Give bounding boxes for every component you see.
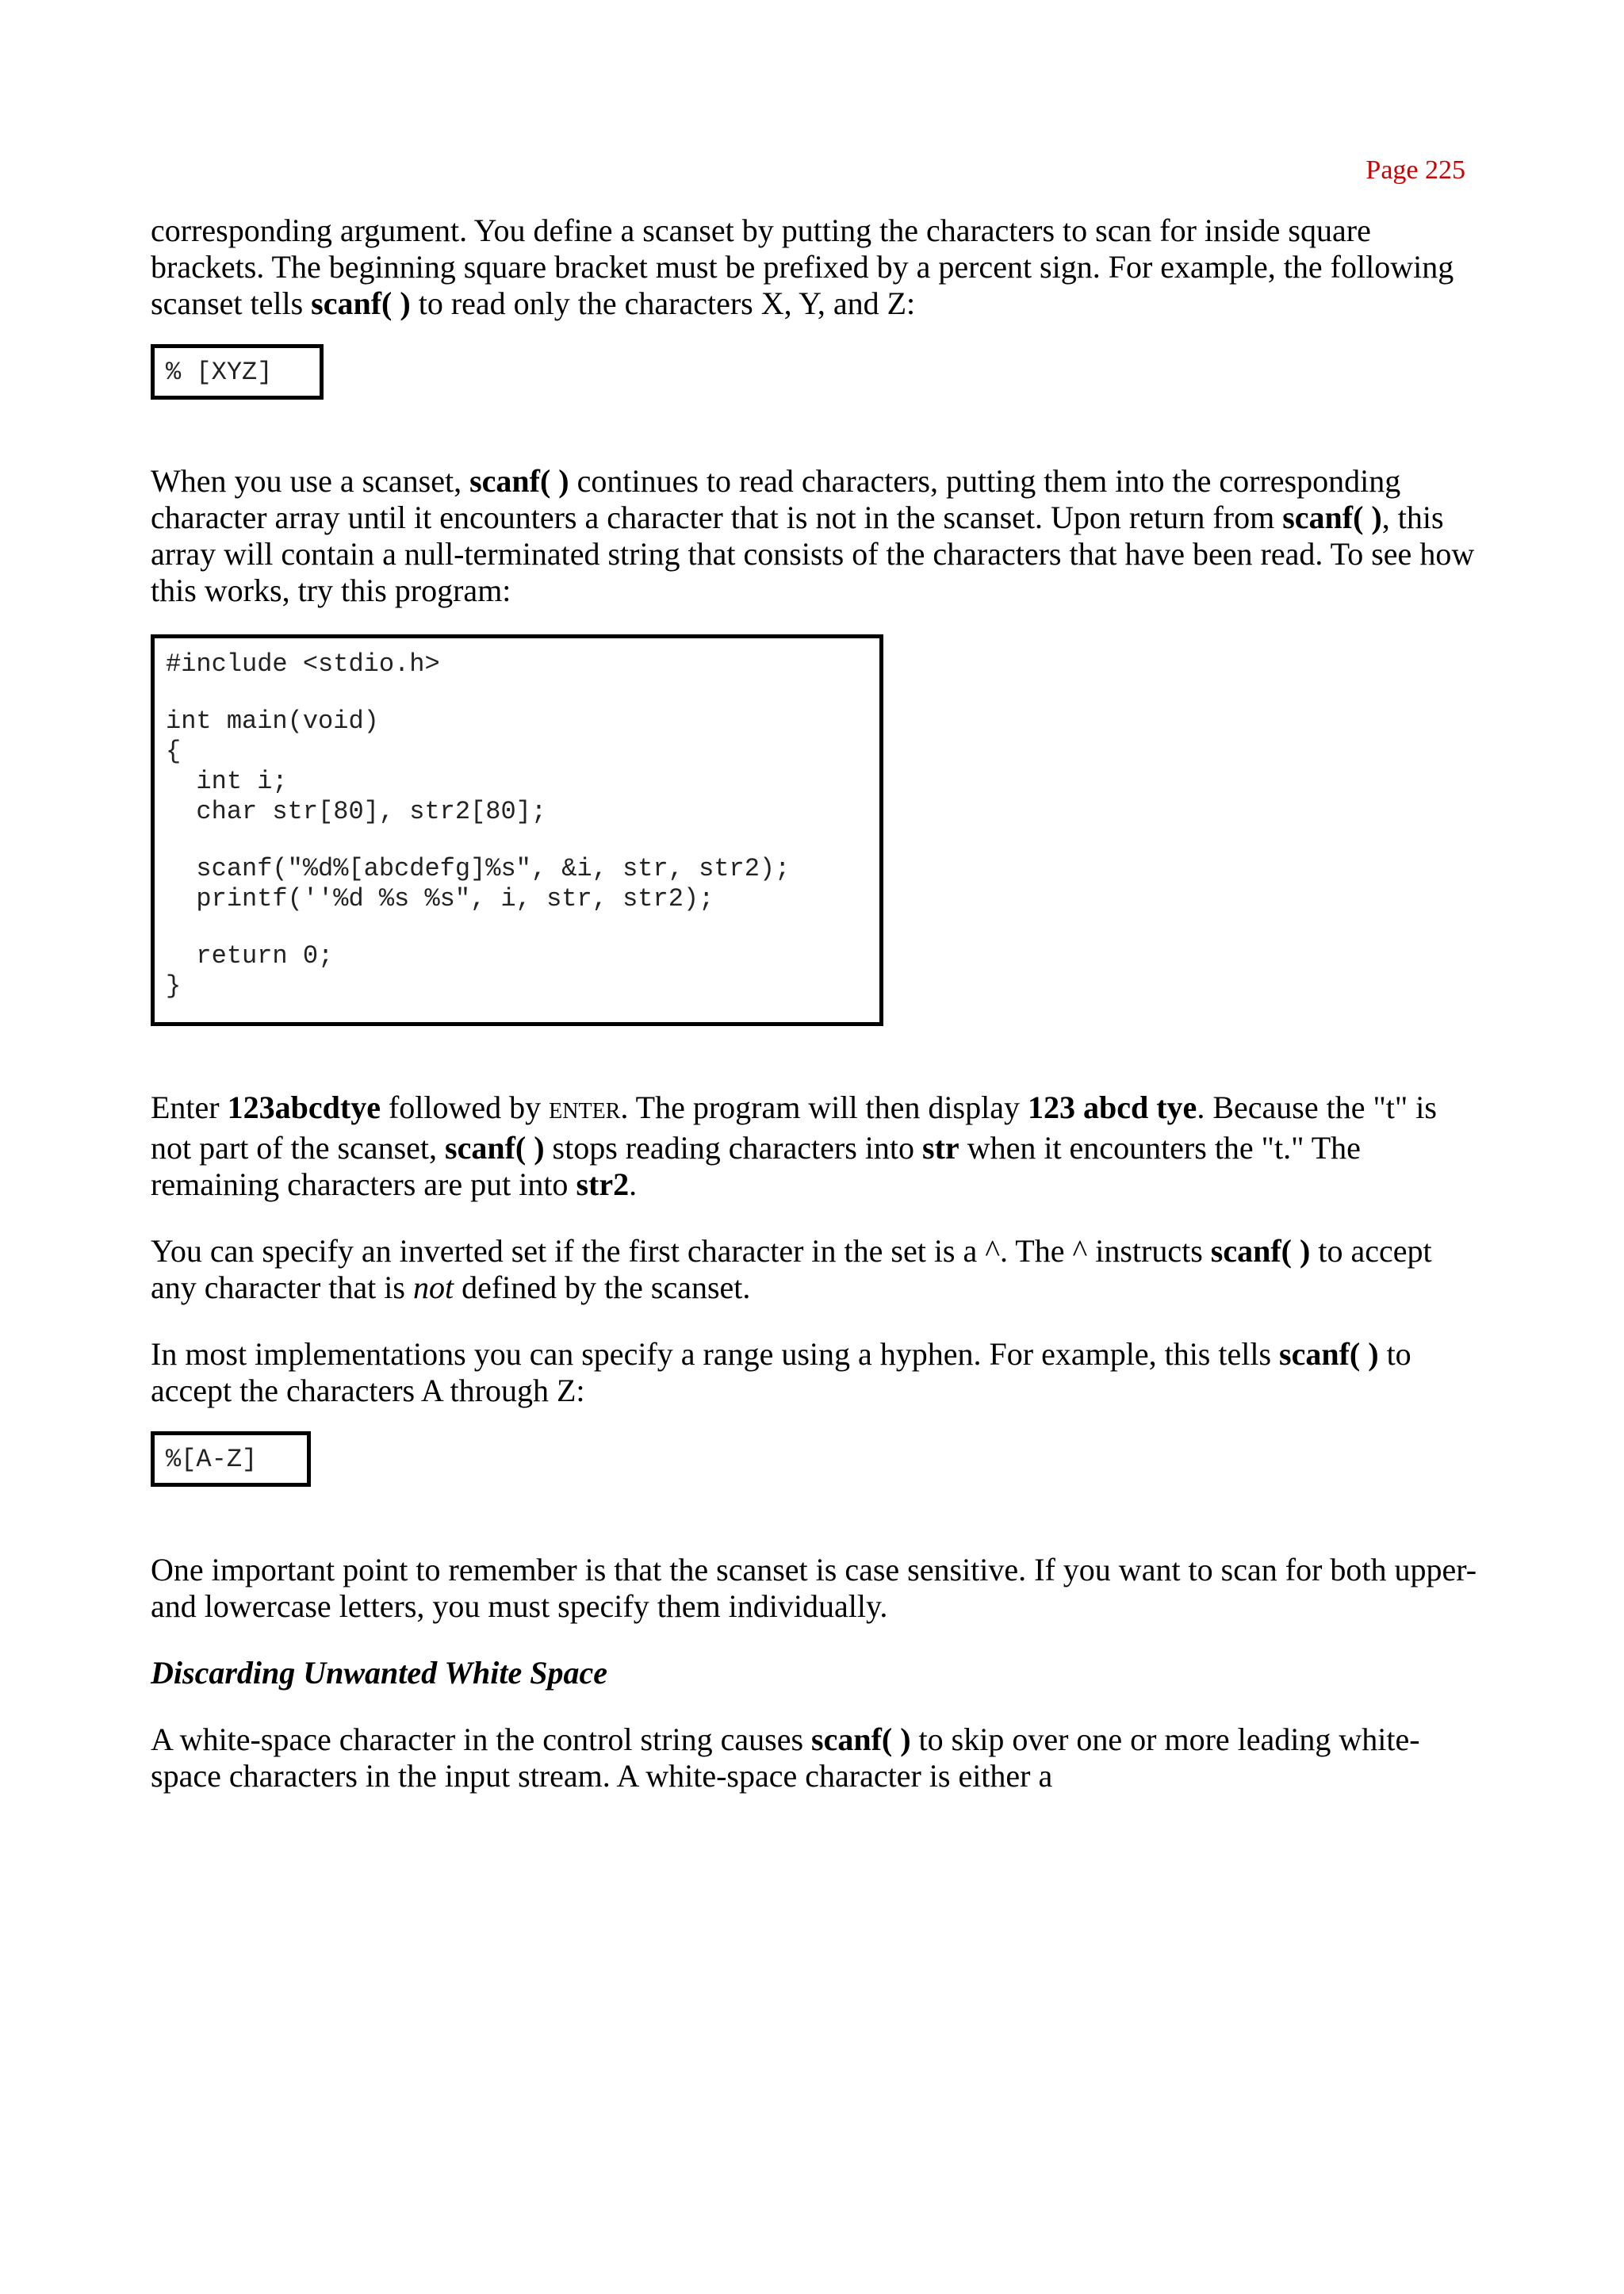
text: continues to read characters, putting them into the corresponding character array until it encounters a character that is not in the scanset. Upon return from xyxy=(151,463,1401,535)
text: . The program will then display xyxy=(620,1090,1028,1125)
code-line: } xyxy=(166,971,182,1001)
emphasis: not xyxy=(412,1270,454,1305)
text: . Because the "t" is not part of the scanset, xyxy=(151,1090,1437,1166)
text: A white-space character in the control string causes xyxy=(151,1721,812,1757)
output-example: 123 abcd tye xyxy=(1027,1090,1197,1125)
text: In most implementations you can specify a range using a hyphen. For example, this tells xyxy=(151,1336,1280,1372)
text: when it encounters the "t." The remaining characters are put into xyxy=(151,1130,1361,1202)
text: corresponding argument. You define a scanset by putting the characters to scan for inside square brackets. The beginning square bracket must be prefixed by a percent sign. For example, the following scanset tells xyxy=(151,213,1454,321)
code-blank-line xyxy=(166,914,879,941)
function-name: scanf( ) xyxy=(811,1721,911,1757)
function-name: scanf( ) xyxy=(445,1130,545,1166)
paragraph-white-space xyxy=(151,1721,1483,1794)
paragraph-case-sensitive: One important point to remember is that the scanset is case sensitive. If you want to scan for both upper- and lowercase letters, you must specify them individually. xyxy=(151,1552,1477,1624)
paragraph-scanset-intro xyxy=(151,213,1483,322)
function-name: scanf( ) xyxy=(311,285,411,321)
text: to accept any character that is xyxy=(151,1233,1432,1305)
text: defined by the scanset. xyxy=(454,1270,751,1305)
code-line: return 0; xyxy=(166,941,334,971)
function-name: scanf( ) xyxy=(469,463,569,499)
code-box-range xyxy=(151,1431,311,1487)
function-name: scanf( ) xyxy=(1282,500,1382,535)
code-line: #include <stdio.h> xyxy=(166,649,440,679)
text: , this array will contain a null-terminated string that consists of the characters that have been read. To see how this works, try this program: xyxy=(151,500,1475,608)
function-name: scanf( ) xyxy=(1279,1336,1379,1372)
paragraph-inverted-set xyxy=(151,1233,1483,1306)
code-blank-line xyxy=(166,680,879,707)
text: When you use a scanset, xyxy=(151,463,470,499)
code-line: char str[80], str2[80]; xyxy=(166,797,547,826)
code-box-program xyxy=(151,634,883,1026)
paragraph-example-output xyxy=(151,1090,1483,1203)
text: followed by xyxy=(380,1090,550,1125)
code-line: int i; xyxy=(166,767,288,796)
section-heading: Discarding Unwanted White Space xyxy=(151,1655,607,1691)
code-line: %[A-Z] xyxy=(166,1445,258,1474)
code-line: printf(''%d %s %s", i, str, str2); xyxy=(166,884,714,913)
text: to read only the characters X, Y, and Z: xyxy=(410,285,916,321)
text: Enter xyxy=(151,1090,228,1125)
paragraph-range xyxy=(151,1336,1483,1409)
page-number: Page 225 xyxy=(1365,155,1465,185)
code-blank-line xyxy=(166,827,879,854)
page-content xyxy=(151,213,1483,1794)
code-line: % [XYZ] xyxy=(166,358,273,387)
text: . xyxy=(629,1166,638,1202)
code-box-xyz xyxy=(151,344,324,400)
variable-name: str xyxy=(922,1130,959,1166)
text: to skip over one or more leading white-space characters in the input stream. A white-space character is either a xyxy=(151,1721,1420,1794)
text: stops reading characters into xyxy=(544,1130,923,1166)
key-name: ENTER xyxy=(549,1099,621,1124)
code-line: int main(void) xyxy=(166,707,379,736)
function-name: scanf( ) xyxy=(1210,1233,1311,1269)
code-line: scanf("%d%[abcdefg]%s", &i, str, str2); xyxy=(166,854,791,883)
input-example: 123abcdtye xyxy=(227,1090,381,1125)
variable-name: str2 xyxy=(576,1166,630,1202)
code-line: { xyxy=(166,737,182,766)
text: to accept the characters A through Z: xyxy=(151,1336,1411,1408)
text: You can specify an inverted set if the first character in the set is a ^. The ^ instructs xyxy=(151,1233,1211,1269)
paragraph-scanset-behavior xyxy=(151,463,1483,609)
